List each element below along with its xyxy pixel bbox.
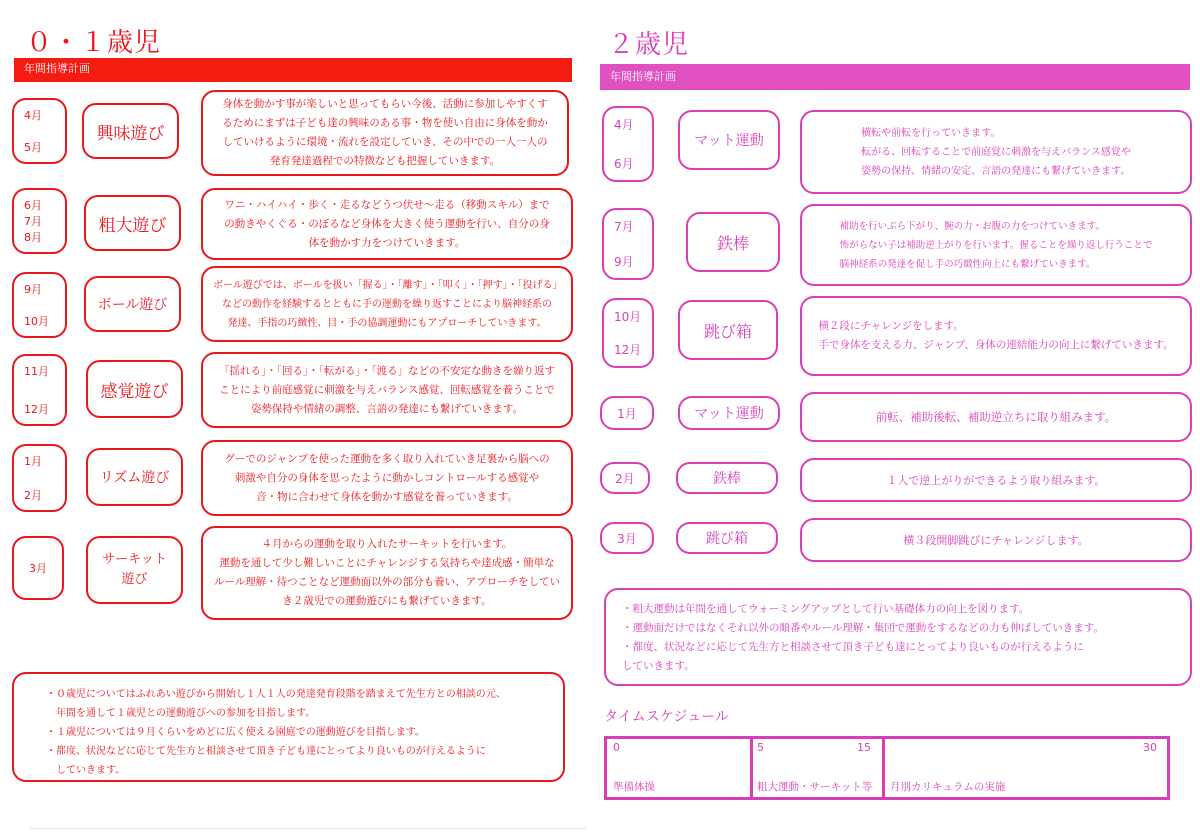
month-label: 9月 — [24, 283, 42, 296]
month-label: 7月 — [24, 215, 42, 228]
note-line: ・都度、状況などに応じて先生方と相談させて頂き子ども達にとってより良いものが行えるように — [622, 641, 1084, 653]
desc-line: の動きやくぐる・のぼるなど身体を大きく使う運動を行い、自分の身 — [224, 217, 550, 230]
schedule-divider — [882, 739, 885, 797]
activity-label: 鉄棒 — [716, 233, 749, 253]
month-label: 1月 — [617, 406, 637, 421]
left-description-box — [201, 440, 573, 516]
month-label: 5月 — [24, 141, 42, 154]
right-month-box — [602, 106, 654, 182]
desc-line: 姿勢保持や情緒の調整、言語の発達にも繋げていきます。 — [250, 402, 524, 415]
desc-line: １人で逆上がりができるよう取り組みます。 — [886, 473, 1106, 487]
right-description-box — [800, 110, 1192, 194]
activity-label: 跳び箱 — [703, 321, 752, 341]
time-30: 30 — [1143, 741, 1157, 754]
right-activity-box — [678, 396, 780, 430]
activity-label: マット運動 — [694, 133, 764, 149]
desc-line: 横２段にチャレンジをします。 — [818, 320, 964, 332]
month-label: 6月 — [614, 157, 634, 171]
schedule-table — [604, 736, 1170, 800]
desc-line: 怖がらない子は補助逆上がりを行います。握ることを繰り返し行うことで — [839, 239, 1153, 251]
month-label: 2月 — [24, 489, 42, 502]
month-label: 1月 — [24, 455, 42, 468]
right-title: ２歳児 — [608, 30, 690, 60]
right-month-box — [602, 298, 654, 368]
right-description-box — [800, 204, 1192, 286]
schedule-cell: 準備体操 — [613, 781, 655, 793]
activity-label: ボール遊び — [97, 297, 168, 313]
right-description-box — [800, 458, 1192, 502]
right-month-box — [600, 396, 654, 430]
desc-line: 刺激や自分の身体を思ったように動かしコントロールする感覚や — [234, 471, 540, 484]
right-description-box — [800, 296, 1192, 376]
right-month-box — [602, 208, 654, 280]
month-label: 11月 — [24, 365, 49, 378]
desc-line: 体を動かす力をつけていきます。 — [308, 236, 466, 249]
left-description-box — [201, 90, 569, 176]
time-0: 0 — [613, 741, 620, 754]
note-line: していきます。 — [46, 765, 126, 776]
left-description-box — [201, 352, 573, 428]
activity-label: 興味遊び — [96, 123, 165, 144]
schedule-cell: 粗大運動・サーキット等 — [757, 781, 873, 793]
left-plan-bar: 年間指導計画 — [14, 58, 572, 82]
month-label: 10月 — [24, 315, 49, 328]
activity-label: マット運動 — [694, 406, 764, 422]
desc-line: ルール理解・待つことなど運動面以外の部分も養い、アプローチをしてい — [213, 576, 561, 588]
note-line: ・都度、状況などに応じて先生方と相談させて頂き子ども達にとってより良いものが行えるように — [46, 746, 486, 757]
left-notes-box — [12, 672, 565, 782]
month-label: 3月 — [617, 531, 637, 546]
right-month-box — [600, 522, 654, 554]
left-month-box — [12, 272, 67, 338]
left-month-box — [12, 188, 67, 254]
left-description-box — [201, 266, 573, 342]
desc-line: ボール遊びでは、ボールを扱い「握る」・「離す」・「叩く」・「押す」・「投げる」 — [213, 279, 563, 291]
left-month-box — [12, 354, 67, 426]
left-activity-box — [82, 103, 179, 159]
desc-line: き２歳児での運動遊びにも繋げていきます。 — [282, 595, 492, 607]
activity-label: 感覚遊び — [100, 381, 169, 402]
left-activity-box — [86, 536, 183, 604]
right-plan-bar: 年間指導計画 — [600, 64, 1190, 90]
desc-line: ことにより前庭感覚に刺激を与えバランス感覚、回転感覚を養うことで — [219, 383, 555, 396]
note-line: ・０歳児についてはふれあい遊びから開始し１人１人の発達発育段階を踏まえて先生方との相談の元、 — [46, 689, 506, 700]
desc-line: 横３段開脚跳びにチャレンジします。 — [903, 533, 1089, 547]
desc-line: るためにまずは子ども達の興味のある事・物を使い自由に身体を動か — [222, 117, 548, 129]
left-month-box — [12, 98, 67, 164]
desc-line: 手で身体を支える力、ジャンプ、身体の連結能力の向上に繋げていきます。 — [818, 339, 1174, 351]
schedule-cell: 月別カリキュラムの実施 — [890, 781, 1006, 793]
left-activity-box — [86, 448, 183, 506]
right-description-box — [800, 392, 1192, 442]
desc-line: 発育発達過程での特徴なども把握していきます。 — [269, 155, 501, 167]
month-label: 3月 — [29, 562, 47, 575]
month-label: 7月 — [614, 220, 634, 234]
note-line: ・運動面だけではなくそれ以外の順番やルール理解・集団で運動をするなどの力も伸ばしていきます。 — [622, 622, 1104, 634]
desc-line: などの動作を経験するとともに手の運動を繰り返すことにより脳神経系の — [222, 298, 552, 310]
right-activity-box — [676, 522, 778, 554]
left-title: ０・１歳児 — [26, 28, 162, 58]
left-activity-box — [84, 276, 181, 332]
desc-line: グーでのジャンプを使った運動を多く取り入れていき足裏から脳への — [224, 452, 550, 465]
desc-line: 補助を行いぶら下がり、腕の力・お腹の力をつけていきます。 — [839, 220, 1105, 232]
desc-line: 「揺れる」・「回る」・「転がる」・「渡る」などの不安定な動きを繰り返す — [219, 364, 555, 377]
month-label: 10月 — [614, 310, 642, 324]
note-line: ・１歳児については９月くらいをめどに広く使える園庭での運動遊びを目指します。 — [46, 727, 425, 738]
schedule-divider — [750, 739, 753, 797]
desc-line: 前転、補助後転、補助逆立ちに取り組みます。 — [875, 409, 1117, 424]
desc-line: 身体を動かす事が楽しいと思ってもらい今後、活動に参加しやすくす — [222, 98, 548, 110]
activity-label: リズム遊び — [99, 470, 170, 486]
left-activity-box — [84, 195, 181, 251]
left-description-box — [201, 526, 573, 620]
desc-line: 転がる、回転することで前庭覚に刺激を与えバランス感覚や — [861, 146, 1131, 158]
bottom-divider — [30, 828, 586, 829]
note-line: 年間を通して１歳児との運動遊びへの参加を目指します。 — [46, 708, 316, 719]
activity-label: 鉄棒 — [713, 471, 741, 487]
right-activity-box — [678, 110, 780, 170]
month-label: 8月 — [24, 231, 42, 244]
month-label: 12月 — [614, 343, 642, 357]
desc-line: 運動を通して少し難しいことにチャレンジする気持ちや達成感・簡単な — [219, 557, 555, 569]
desc-line: 音・物に合わせて身体を動かす感覚を養っていきます。 — [256, 490, 518, 503]
desc-line: していけるように環境・流れを設定していき、その中での一人一人の — [222, 136, 548, 148]
month-label: 9月 — [614, 255, 634, 269]
desc-line: 横転や前転を行っていきます。 — [861, 127, 1001, 139]
time-5: 5 — [757, 741, 764, 754]
desc-line: 脳神経系の発達を促し手の巧緻性向上にも繋げていきます。 — [839, 258, 1096, 270]
right-activity-box — [676, 462, 778, 494]
schedule-title: タイムスケジュール — [604, 709, 729, 725]
activity-label: 跳び箱 — [706, 531, 748, 547]
note-line: ・粗大運動は年間を通してウォーミングアップとして行い基礎体力の向上を図ります。 — [622, 603, 1030, 615]
left-month-box — [12, 536, 64, 600]
left-month-box — [12, 444, 67, 512]
right-activity-box — [686, 212, 780, 272]
right-notes-box — [604, 588, 1192, 686]
activity-label: 粗大遊び — [98, 215, 167, 236]
desc-line: ４月からの運動を取り入れたサーキットを行います。 — [261, 538, 513, 550]
left-activity-box — [86, 360, 183, 418]
desc-line: ワニ・ハイハイ・歩く・走るなどうつ伏せ〜走る（移動スキル）まで — [224, 198, 550, 211]
month-label: 4月 — [24, 109, 42, 122]
desc-line: 発達、手指の巧緻性、目・手の協調運動にもアプローチしていきます。 — [227, 317, 547, 329]
desc-line: 姿勢の保持、情緒の安定、言語の発達にも繋げていきます。 — [861, 165, 1131, 177]
month-label: 4月 — [614, 118, 634, 132]
left-description-box — [201, 188, 573, 260]
month-label: 6月 — [24, 199, 42, 212]
right-month-box — [600, 462, 650, 494]
month-label: 12月 — [24, 403, 49, 416]
month-label: 2月 — [615, 471, 635, 486]
right-activity-box — [678, 300, 778, 360]
note-line: していきます。 — [622, 660, 695, 672]
time-15: 15 — [857, 741, 871, 754]
activity-label: サーキット遊び — [102, 552, 167, 587]
right-description-box — [800, 518, 1192, 562]
